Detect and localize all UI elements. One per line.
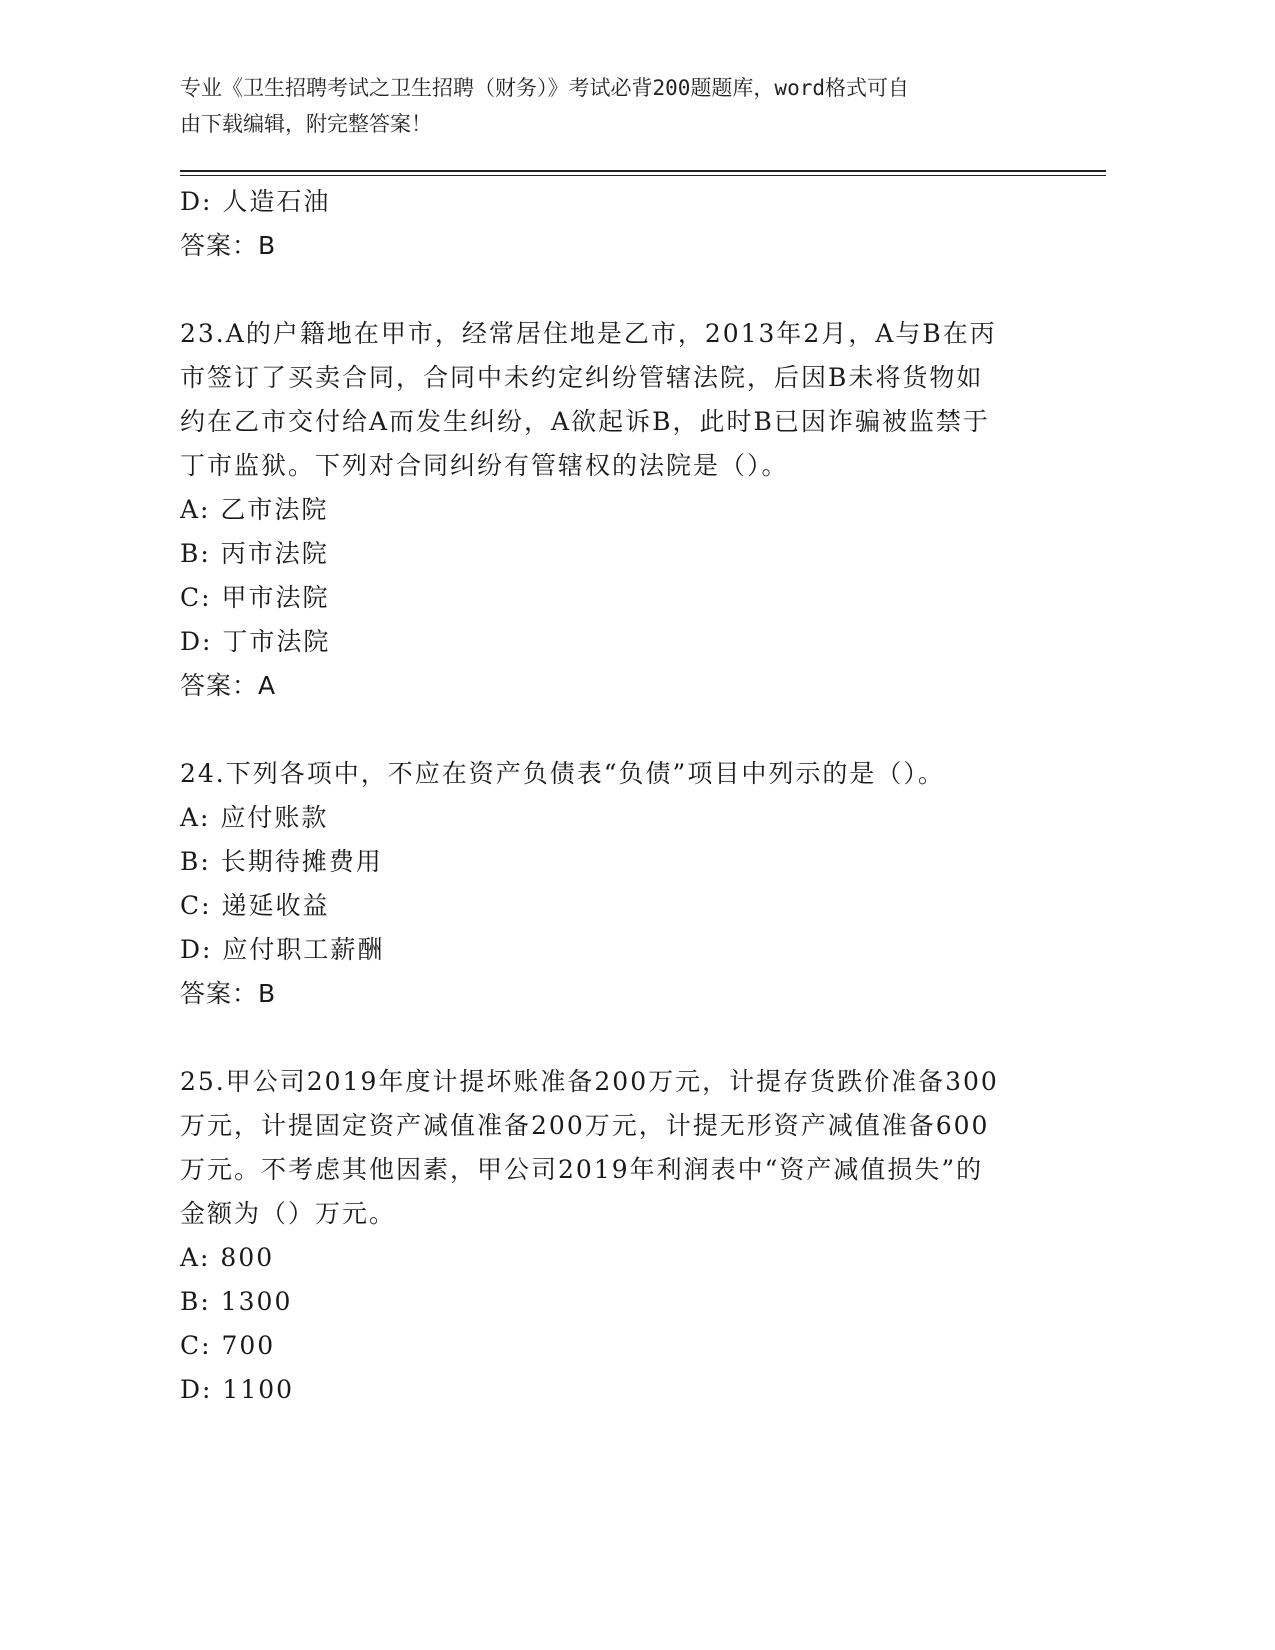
question-25-line-4: 金额为（）万元。 (180, 1199, 397, 1228)
question-23-line-1: 23.A的户籍地在甲市，经常居住地是乙市，2013年2月，A与B在丙 (180, 319, 997, 348)
question-content (180, 180, 1040, 1412)
question-24-option-b: B: 长期待摊费用 (180, 847, 383, 876)
question-25-line-3: 万元。不考虑其他因素，甲公司2019年利润表中“资产减值损失”的 (180, 1155, 984, 1184)
question-25-option-a: A: 800 (180, 1243, 275, 1272)
question-23-line-4: 丁市监狱。下列对合同纠纷有管辖权的法院是（）。 (180, 451, 789, 480)
header-rule-thick (180, 170, 1106, 172)
question-25 (180, 1060, 1040, 1412)
header-rule-thin (180, 175, 1106, 176)
question-24-option-a: A: 应付账款 (180, 803, 329, 832)
prev-answer: 答案：B (180, 231, 277, 260)
question-25-option-b: B: 1300 (180, 1287, 293, 1316)
question-25-line-2: 万元，计提固定资产减值准备200万元，计提无形资产减值准备600 (180, 1111, 990, 1140)
spacer (180, 708, 1040, 752)
question-23 (180, 312, 1040, 708)
spacer (180, 268, 1040, 312)
question-24-line-1: 24.下列各项中，不应在资产负债表“负债”项目中列示的是（）。 (180, 759, 945, 788)
question-24-answer: 答案：B (180, 979, 277, 1008)
header-line-1: 专业《卫生招聘考试之卫生招聘（财务）》考试必背200题题库，word格式可自 (180, 76, 909, 100)
question-24 (180, 752, 1040, 1016)
document-header (180, 70, 1060, 142)
question-23-option-b: B: 丙市法院 (180, 539, 329, 568)
question-24-option-d: D: 应付职工薪酬 (180, 935, 385, 964)
prev-option-d: D: 人造石油 (180, 187, 331, 216)
spacer (180, 1016, 1040, 1060)
question-24-option-c: C: 递延收益 (180, 891, 330, 920)
question-23-answer: 答案：A (180, 671, 277, 700)
question-23-line-3: 约在乙市交付给A而发生纠纷，A欲起诉B，此时B已因诈骗被监禁于 (180, 407, 990, 436)
question-23-option-a: A: 乙市法院 (180, 495, 329, 524)
question-23-line-2: 市签订了买卖合同，合同中未约定纠纷管辖法院，后因B未将货物如 (180, 363, 984, 392)
question-23-option-c: C: 甲市法院 (180, 583, 330, 612)
question-25-option-c: C: 700 (180, 1331, 276, 1360)
header-line-2: 由下载编辑，附完整答案！ (180, 112, 432, 136)
question-25-line-1: 25.甲公司2019年度计提坏账准备200万元，计提存货跌价准备300 (180, 1067, 999, 1096)
question-23-option-d: D: 丁市法院 (180, 627, 331, 656)
question-25-option-d: D: 1100 (180, 1375, 295, 1404)
